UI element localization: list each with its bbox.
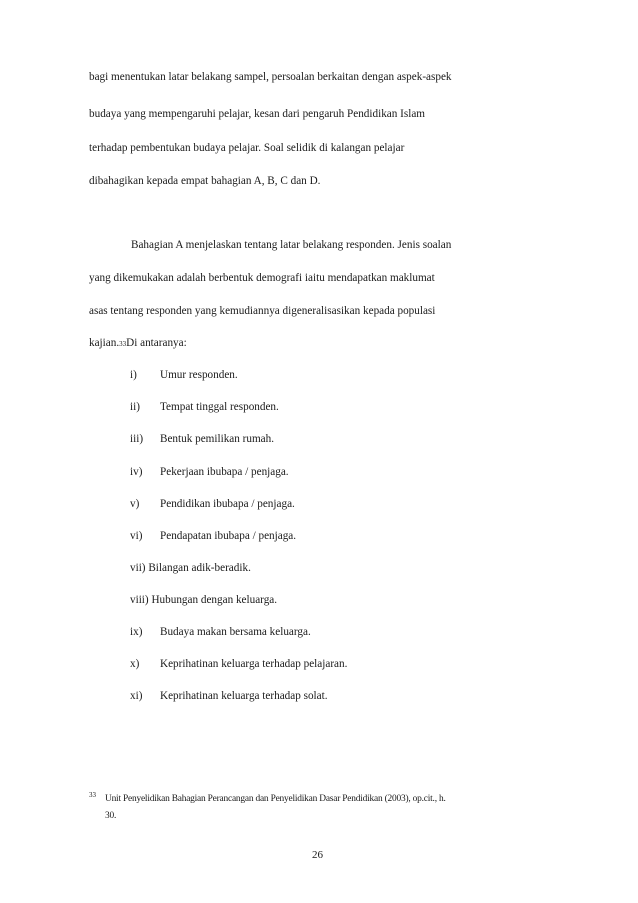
list-item-number: iii): [130, 433, 144, 445]
list-item-text: Bilangan adik-beradik.: [148, 562, 251, 574]
body-text-line: [89, 338, 187, 349]
list-item-text: Bentuk pemilikan rumah.: [160, 433, 275, 445]
list-item-text: Pendapatan ibubapa / penjaga.: [160, 530, 297, 542]
list-item-number: iv): [130, 466, 143, 478]
body-text-line: dibahagikan kepada empat bahagian A, B, C dan D.: [89, 175, 321, 187]
list-item-number: v): [130, 498, 140, 510]
list-item-number: xi): [130, 690, 143, 702]
list-item-text: Umur responden.: [160, 369, 238, 381]
list-item-number: ii): [130, 401, 140, 413]
list-item-combined: [130, 595, 277, 606]
body-text-fragment: kajian.: [89, 337, 120, 349]
list-item-number: i): [130, 369, 137, 381]
body-text-line: budaya yang mempengaruhi pelajar, kesan dari pengaruh Pendidikan Islam: [89, 108, 425, 120]
list-item-text: Budaya makan bersama keluarga.: [160, 626, 311, 638]
footnote-text-line: 30.: [105, 811, 117, 821]
body-text-line: bagi menentukan latar belakang sampel, persoalan berkaitan dengan aspek-aspek: [89, 71, 452, 83]
body-text-line: terhadap pembentukan budaya pelajar. Soal selidik di kalangan pelajar: [89, 142, 405, 154]
body-text-fragment: Di antaranya:: [126, 337, 187, 349]
list-item-text: Tempat tinggal responden.: [160, 401, 279, 413]
body-text-line: asas tentang responden yang kemudiannya digeneralisasikan kepada populasi: [89, 305, 436, 317]
footnote-text-line: Unit Penyelidikan Bahagian Perancangan dan Penyelidikan Dasar Pendidikan (2003), op.cit., h.: [105, 794, 446, 804]
list-item-text: Keprihatinan keluarga terhadap pelajaran.: [160, 658, 348, 670]
list-item-number: vii): [130, 562, 146, 574]
list-item-text: Keprihatinan keluarga terhadap solat.: [160, 690, 328, 702]
body-text-line: Bahagian A menjelaskan tentang latar belakang responden. Jenis soalan: [131, 239, 452, 251]
body-text-line: yang dikemukakan adalah berbentuk demografi iaitu mendapatkan maklumat: [89, 272, 435, 284]
list-item-number: viii): [130, 594, 149, 606]
list-item-text: Hubungan dengan keluarga.: [151, 594, 278, 606]
list-item-number: x): [130, 658, 140, 670]
footnote-number: 33: [89, 791, 96, 799]
list-item-text: Pekerjaan ibubapa / penjaga.: [160, 466, 289, 478]
list-item-number: vi): [130, 530, 143, 542]
page-number: 26: [312, 849, 323, 861]
list-item-number: ix): [130, 626, 143, 638]
footnote-reference[interactable]: 33: [119, 340, 127, 348]
list-item-text: Pendidikan ibubapa / penjaga.: [160, 498, 295, 510]
list-item-combined: [130, 563, 251, 574]
